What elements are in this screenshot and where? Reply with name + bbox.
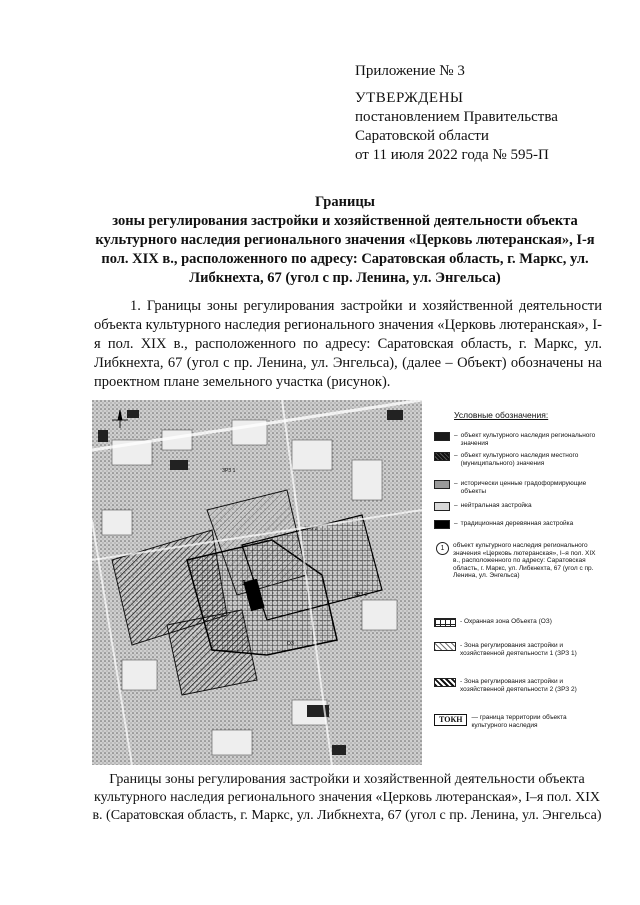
legend-title: Условные обозначения:: [454, 410, 549, 420]
approved-line-1: постановлением Правительства: [355, 109, 558, 125]
object-number-circle: 1: [436, 542, 449, 555]
map-label-oz: ОЗ: [287, 641, 294, 647]
zrz1-swatch: [434, 642, 456, 651]
oz-swatch: [434, 618, 456, 627]
local-swatch: [434, 452, 450, 461]
legend-item-object: [434, 542, 602, 580]
legend-oz-text: - Охранная зона Объекта (ОЗ): [460, 618, 552, 625]
toki-label: ТОКН: [434, 714, 467, 726]
paragraph-1: [94, 297, 602, 392]
legend-item-label: традиционная деревянная застройка: [460, 520, 574, 527]
appendix-number: Приложение № 3: [355, 63, 465, 79]
map-label-zrz3: ЗРЗ 3: [354, 592, 368, 598]
legend-item-toki: [434, 714, 602, 729]
map-label-zrz2: ЗРЗ 2: [304, 526, 318, 532]
title-line-1: Границы: [314, 194, 375, 210]
neutral-swatch: [434, 502, 450, 511]
legend-item-regional: – объект культурного наследия регионального значения: [434, 432, 602, 447]
legend-item-label: объект культурного наследия местного (муниципального) значения: [460, 452, 579, 467]
legend-item-neutral: – нейтральная застройка: [434, 502, 602, 511]
wooden-swatch: [434, 520, 450, 529]
figure: [92, 400, 602, 765]
legend-item-historic: – исторически ценные градоформирующие объекты: [434, 480, 602, 495]
regional-swatch: [434, 432, 450, 441]
historic-swatch: [434, 480, 450, 489]
header-block: [355, 62, 558, 165]
map-label-zrz1: ЗРЗ 1: [222, 468, 236, 474]
site-plan-map: [92, 400, 422, 765]
zrz2-swatch: [434, 678, 456, 687]
document-title: [88, 193, 602, 288]
legend-toki-text: — граница территории объекта культурного наследия: [471, 714, 567, 729]
legend-item-label: исторически ценные градоформирующие объекты: [460, 480, 587, 495]
object-number-label: 1: [242, 580, 246, 587]
approved-line-2: Саратовской области: [355, 128, 489, 144]
approved-label: УТВЕРЖДЕНЫ: [355, 90, 464, 106]
legend-object-text: объект культурного наследия регионального значения «Церковь лютеранская», I–я пол. XIX в., расположенного по адресу: Саратовская область, г. Маркс, ул. Либкнехта, 67 (угол с пр. Ленина, ул. Энгельса): [453, 542, 596, 579]
paragraph-text: 1. Границы зоны регулирования застройки и хозяйственной деятельности объекта культурного наследия регионального значения «Церковь лютеранская», I-я пол. XIX в., расположенного по адресу: Саратовская область, г. Маркс, ул. Либкнехта, 67 (угол с пр. Ленина, ул. Энгельса), (далее – Объект) обозначены на проектном плане земельного участка (рисунок).: [94, 298, 602, 390]
legend-item-label: нейтральная застройка: [460, 502, 532, 509]
legend-item-zrz1: [434, 642, 602, 657]
legend-item-label: объект культурного наследия регионального значения: [460, 432, 596, 447]
legend-zrz1-text: - Зона регулирования застройки и хозяйственной деятельности 1 (ЗРЗ 1): [460, 642, 577, 657]
legend-item-wooden: – традиционная деревянная застройка: [434, 520, 602, 529]
legend-item-oz: [434, 618, 602, 627]
legend-item-zrz2: [434, 678, 602, 693]
figure-caption: Границы зоны регулирования застройки и хозяйственной деятельности объекта культурного наследия регионального значения «Церковь лютеранская», I–я пол. XIX в. (Саратовская область, г. Маркс, ул. Либкнехта, 67 (угол с пр. Ленина, ул. Энгельса): [92, 772, 602, 823]
legend-zrz2-text: - Зона регулирования застройки и хозяйственной деятельности 2 (ЗРЗ 2): [460, 678, 577, 693]
legend-item-local: – объект культурного наследия местного (муниципального) значения: [434, 452, 602, 467]
approved-line-3: от 11 июля 2022 года № 595-П: [355, 147, 549, 163]
title-line-2: зоны регулирования застройки и хозяйственной деятельности объекта культурного наследия регионального значения «Церковь лютеранская», I-я пол. XIX в., расположенного по адресу: Саратовская область, г. Маркс, ул. Либкнехта, 67 (угол с пр. Ленина, ул. Энгельса): [95, 213, 595, 286]
